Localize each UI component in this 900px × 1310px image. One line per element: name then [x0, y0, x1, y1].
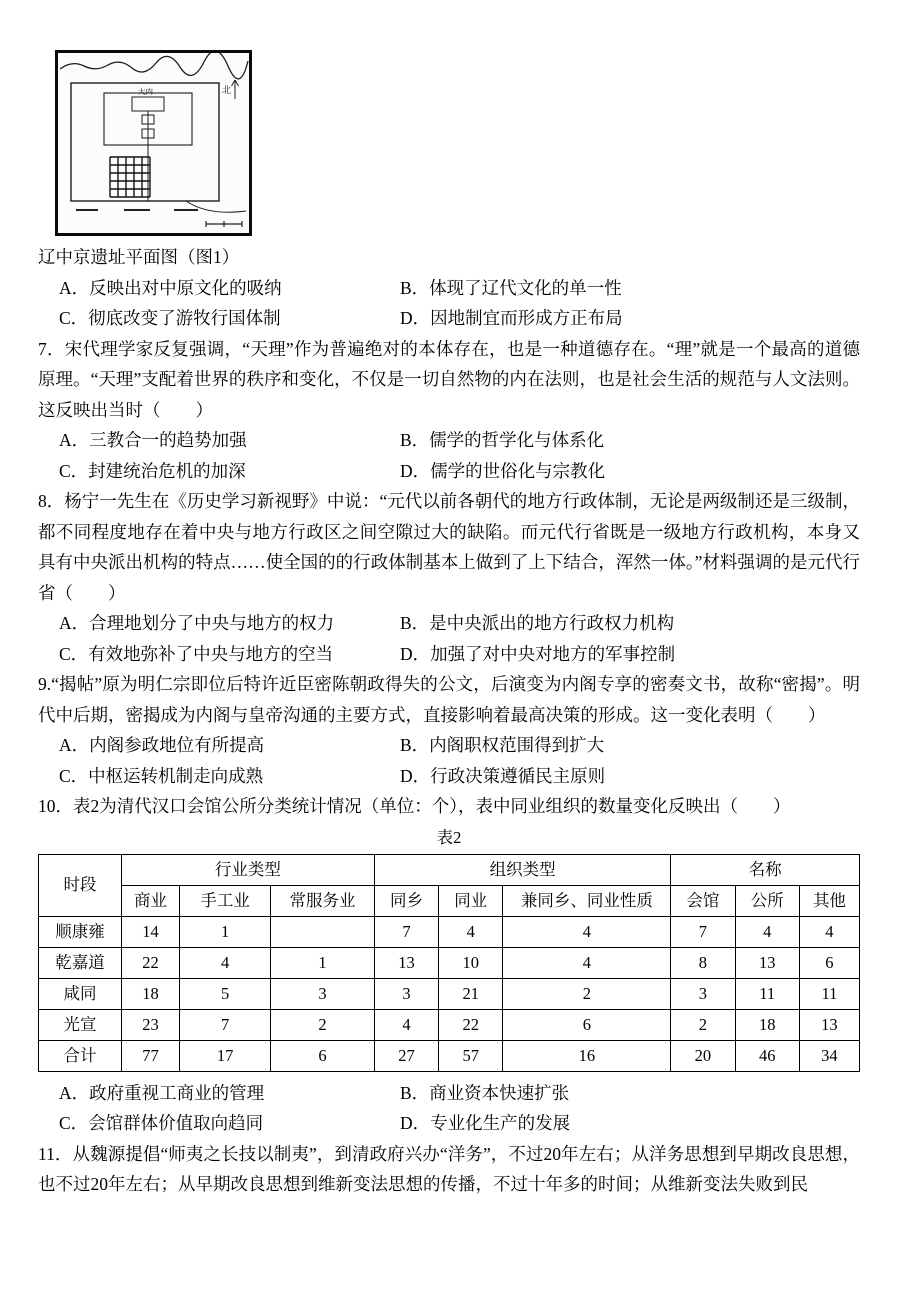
subheader-huiguan: 会馆	[671, 885, 735, 916]
data-cell: 4	[799, 916, 859, 947]
data-cell: 16	[503, 1040, 671, 1071]
q6-option-c: C．彻底改变了游牧行国体制	[59, 308, 281, 328]
q10-options-row-2	[38, 1108, 860, 1139]
table-2	[38, 854, 860, 1072]
q10-options-row-1	[38, 1078, 860, 1109]
data-cell: 11	[799, 978, 859, 1009]
subheader-same-trade: 同业	[439, 885, 503, 916]
subheader-handicraft: 手工业	[179, 885, 270, 916]
data-cell: 8	[671, 947, 735, 978]
data-cell: 18	[735, 1009, 799, 1040]
data-cell: 17	[179, 1040, 270, 1071]
header-group-industry: 行业类型	[121, 854, 374, 885]
data-cell: 3	[671, 978, 735, 1009]
river-line	[60, 53, 248, 79]
data-cell: 4	[735, 916, 799, 947]
table-header-row-2	[39, 885, 860, 916]
q10-option-d: D．专业化生产的发展	[400, 1113, 571, 1133]
data-cell: 7	[179, 1009, 270, 1040]
data-cell: 22	[439, 1009, 503, 1040]
q7-option-d: D．儒学的世俗化与宗教化	[400, 460, 606, 481]
data-cell: 7	[374, 916, 438, 947]
data-cell: 6	[503, 1009, 671, 1040]
q6-options-row-1	[38, 273, 860, 304]
q7-option-c: C．封建统治危机的加深	[59, 460, 246, 481]
row-label: 合计	[39, 1040, 122, 1071]
q9-option-b: B．内阁职权范围得到扩大	[400, 735, 605, 755]
question-11-text: 11．从魏源提倡“师夷之长技以制夷”，到清政府兴办“洋务”，不过20年左右；从洋务思想到早期改良思想，也不过20年左右；从早期改良思想到维新变法思想的传播，不过十年多的时间；从维新变法失败到民	[38, 1143, 860, 1194]
data-cell: 4	[503, 947, 671, 978]
data-cell: 11	[735, 978, 799, 1009]
table-row	[39, 916, 860, 947]
q9-option-d: D．行政决策遵循民主原则	[400, 765, 606, 786]
q6-option-b: B．体现了辽代文化的单一性	[400, 277, 622, 298]
palace-enclosure	[132, 97, 164, 111]
data-cell: 4	[179, 947, 270, 978]
data-cell: 3	[271, 978, 375, 1009]
data-cell: 10	[439, 947, 503, 978]
subheader-other: 其他	[799, 885, 859, 916]
row-label: 光宣	[39, 1009, 122, 1040]
data-cell: 13	[374, 947, 438, 978]
data-cell: 18	[121, 978, 179, 1009]
data-cell: 77	[121, 1040, 179, 1071]
q8-option-d: D．加强了对中央对地方的军事控制	[400, 643, 676, 664]
data-cell: 4	[374, 1009, 438, 1040]
row-label: 顺康雍	[39, 916, 122, 947]
q7-option-b: B．儒学的哲学化与体系化	[400, 430, 605, 450]
q10-option-c: C．会馆群体价值取向趋同	[59, 1113, 264, 1133]
table-header-row-1	[39, 854, 860, 885]
data-cell: 27	[374, 1040, 438, 1071]
subheader-commerce: 商业	[121, 885, 179, 916]
data-cell: 20	[671, 1040, 735, 1071]
q9-options-row-2	[38, 761, 860, 792]
data-cell: 3	[374, 978, 438, 1009]
figure-caption: 辽中京遗址平面图（图1）	[38, 247, 240, 267]
scale-bar	[206, 221, 242, 227]
question-10-text: 10．表2为清代汉口会馆公所分类统计情况（单位：个），表中同业组织的数量变化反映出（ ）	[38, 796, 791, 816]
north-label: 北	[222, 85, 232, 95]
data-cell: 57	[439, 1040, 503, 1071]
data-cell: 2	[671, 1009, 735, 1040]
data-cell: 4	[503, 916, 671, 947]
table-row	[39, 1040, 860, 1071]
question-8-text: 8．杨宁一先生在《历史学习新视野》中说：“元代以前各朝代的地方行政体制，无论是两级制还是三级制，都不同程度地存在着中央与地方行政区之间空隙过大的缺陷。而元代行省既是一级地方行政机构，本身又具有中央派出机构的特点……使全国的的行政体制基本上做到了上下结合，浑然一体。”材料强调的是元代行省（ ）	[38, 491, 860, 603]
subheader-service: 常服务业	[271, 885, 375, 916]
q7-options-row-2	[38, 456, 860, 487]
data-cell	[271, 916, 375, 947]
q10-option-b: B．商业资本快速扩张	[400, 1082, 570, 1103]
header-group-name: 名称	[671, 854, 860, 885]
q6-option-d: D．因地制宜而形成方正布局	[400, 308, 623, 328]
subheader-mixed: 兼同乡、同业性质	[503, 885, 671, 916]
data-cell: 6	[271, 1040, 375, 1071]
row-label: 乾嘉道	[39, 947, 122, 978]
q7-option-a: A．三教合一的趋势加强	[59, 430, 247, 450]
data-cell: 13	[799, 1009, 859, 1040]
subheader-gongsuo: 公所	[735, 885, 799, 916]
subheader-same-town: 同乡	[374, 885, 438, 916]
table-row	[39, 978, 860, 1009]
data-cell: 14	[121, 916, 179, 947]
header-time-period: 时段	[39, 854, 122, 916]
table-2-title: 表2	[436, 827, 462, 847]
data-cell: 4	[439, 916, 503, 947]
q8-option-b: B．是中央派出的地方行政权力机构	[400, 613, 675, 633]
data-cell: 21	[439, 978, 503, 1009]
outer-wall	[71, 83, 219, 201]
data-cell: 34	[799, 1040, 859, 1071]
table-row	[39, 1009, 860, 1040]
question-9-text: 9.“揭帖”原为明仁宗即位后特许近臣密陈朝政得失的公文，后演变为内阁专享的密奏文书，故称“密揭”。明代中后期，密揭成为内阁与皇帝沟通的主要方式，直接影响着最高决策的形成。这一变化表明（ ）	[38, 674, 860, 725]
q6-option-a: A．反映出对中原文化的吸纳	[59, 277, 282, 298]
q7-options-row-1	[38, 425, 860, 456]
data-cell: 6	[799, 947, 859, 978]
data-cell: 1	[179, 916, 270, 947]
map-drawing	[58, 53, 249, 233]
data-cell: 46	[735, 1040, 799, 1071]
q6-options-row-2	[38, 303, 860, 334]
market-grid	[110, 157, 150, 197]
data-cell: 22	[121, 947, 179, 978]
data-cell: 2	[271, 1009, 375, 1040]
data-cell: 5	[179, 978, 270, 1009]
palace-label: 大内	[138, 87, 153, 96]
q8-option-c: C．有效地弥补了中央与地方的空当	[59, 643, 334, 664]
question-7-text: 7．宋代理学家反复强调，“天理”作为普遍绝对的本体存在，也是一种道德存在。“理”就是一个最高的道德原理。“天理”支配着世界的秩序和变化，不仅是一切自然物的内在法则，也是社会生活的规范与人文法则。这反映出当时（ ）	[38, 338, 860, 420]
data-cell: 13	[735, 947, 799, 978]
q8-option-a: A．合理地划分了中央与地方的权力	[59, 613, 335, 633]
data-cell: 1	[271, 947, 375, 978]
table-row	[39, 947, 860, 978]
data-cell: 7	[671, 916, 735, 947]
q9-option-a: A．内阁参政地位有所提高	[59, 735, 265, 755]
data-cell: 23	[121, 1009, 179, 1040]
q8-options-row-1	[38, 608, 860, 639]
q9-option-c: C．中枢运转机制走向成熟	[59, 765, 264, 786]
header-group-organization: 组织类型	[374, 854, 670, 885]
row-label: 咸同	[39, 978, 122, 1009]
q10-option-a: A．政府重视工商业的管理	[59, 1082, 265, 1103]
q8-options-row-2	[38, 639, 860, 670]
data-cell: 2	[503, 978, 671, 1009]
q9-options-row-1	[38, 730, 860, 761]
north-arrow-icon	[232, 80, 239, 99]
figure-map-liao-zhongjing	[55, 50, 252, 236]
